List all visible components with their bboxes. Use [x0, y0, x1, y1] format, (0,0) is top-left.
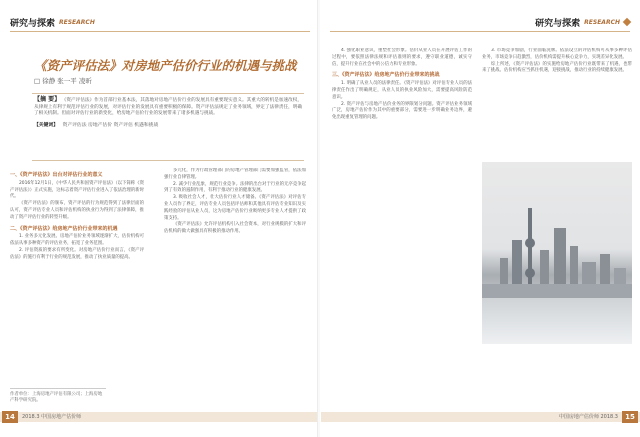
article-authors	[34, 76, 92, 85]
paragraph: 4. 强化职业意识，重塑社会形象。估价从业人员在开展评估工作的过程中，要依照法律法规和评估准则的要求，遵守职业道德，诚实守信，提升行业在社会中的公信力和专业形象。	[332, 48, 472, 67]
right-column-2	[482, 48, 632, 156]
author-note: 作者单位：上海房地产评估有限公司；上海房地产科学研究院。	[10, 388, 106, 404]
left-page	[0, 0, 318, 437]
section-heading-3: 三、《资产评估法》给房地产估价行业带来的挑战	[332, 72, 440, 79]
city-skyline-photo	[482, 162, 632, 344]
abstract-box	[32, 93, 304, 161]
abstract-text: 《资产评估法》作为首部行业基本法，其落地对房地产估价行业的发展具有重要现实意义。其重大的转机是加速改权，从律规上有利于规范评估行业的发展，对评估行业的发展具有重要积极的保障。资产评估法规定了业务领域，界定了法律责任，明确了相关机制。但面对评估行业的新变化，给房地产估价行业的发展带来了诸多机遇与挑战。	[34, 98, 302, 117]
abstract-label: 【摘 要】	[34, 96, 61, 103]
paragraph: 2. 评估资质的要求有所变化。对房地产估价行业而言，《资产评估法》的施行有利于行业的规范发展，推动了执业质量的提高。	[10, 247, 144, 260]
article-title: 《资产评估法》对房地产估价行业的机遇与挑战	[34, 58, 297, 73]
left-section-label	[10, 15, 95, 29]
paragraph: 《资产评估法》允许评估机构引入社会资本，对行业规模的扩大和评估机构的做大做强具有积极的推动作用。	[164, 222, 306, 235]
paragraph: 2. 减少行业乱象，规范行业竞争。法律的出台对于行业的无序竞争起到了有效的遏制作用，有利于推动行业的健康发展。	[164, 181, 306, 194]
left-column-2	[164, 168, 306, 404]
paragraph: 1. 业务多元化发展。房地产估价业务领域逐渐扩大，估价机构可依法从事多种资产的评估业务，拓宽了业务范围。	[10, 234, 144, 247]
paragraph: 2016年12月1日，《中华人民共和国资产评估法》（以下简称《资产评估法》）正式实施，这标志着资产评估行业进入了依法治理的新时代。	[10, 180, 144, 200]
paragraph: 3. 吸收社会人才，壮大估价行业人才储备。《资产评估法》对评估专业人员作了界定，评估专业人员包括评估师和其他具有评估专业知识及实践经验的评估从业人员，这为房地产估价行业吸纳更多专业人才提供了政策支持。	[164, 195, 306, 221]
section-diamond-icon	[623, 18, 631, 26]
right-section-english: RESEARCH	[584, 18, 620, 26]
right-page-number: 15	[622, 411, 638, 423]
paragraph: 2. 资产评估与房地产估价业务的界限划分问题。资产评估业务领域广泛，房地产估价作为其中的重要部分，需要进一步明确业务边界，避免出现重复管理的问题。	[332, 101, 472, 121]
left-page-number: 14	[2, 411, 18, 423]
right-section-label	[535, 15, 630, 29]
section-heading-1: 一、《资产评估法》出台对评估行业的意义	[10, 172, 103, 178]
left-section-title: 研究与探索	[10, 18, 56, 29]
paragraph: 3. 市场竞争加剧，行业面临洗牌。依法设立的评估机构可从事多种评估业务，市场竞争日趋激烈，估价机构需提升核心竞争力，实现差异化发展。	[482, 48, 632, 60]
authors-text: □ 徐静 张一平 凌昕	[34, 77, 92, 85]
paragraph: 《资产评估法》的颁布，资产评估的行为规范得到了法律层面的认可，资产评估专业人员和评估机构的执业行为得到了法律保障，推动了资产评估行业的转型升级。	[10, 201, 144, 220]
abstract	[34, 97, 302, 118]
keywords	[34, 121, 302, 128]
left-header-rule	[10, 31, 310, 32]
keywords-text: 资产评估法 房地产估价 资产评估 机遇和挑战	[62, 122, 159, 128]
left-column-1	[10, 168, 144, 386]
paragraph: 综上所述，《资产评估法》的实施给房地产估价行业既带来了机遇，也带来了挑战。估价机构应当抓住机遇，迎接挑战，推动行业的持续健康发展。	[482, 61, 632, 74]
right-section-title: 研究与探索	[535, 18, 581, 29]
right-footer-text: 中国房地产估价师 2018.3	[558, 414, 618, 420]
left-footer-text: 2018.3 中国房地产估价师	[22, 414, 82, 420]
paragraph: 1. 明确了从业人员的法律责任。《资产评估法》对评估专业人员的法律责任作出了明确规定，从业人员的执业风险加大，需要提高风险防范意识。	[332, 81, 472, 100]
keywords-label: 【关键词】	[34, 122, 58, 128]
section-heading-2: 二、《资产评估法》给房地产估价行业带来的机遇	[10, 225, 118, 232]
left-section-english: RESEARCH	[59, 18, 95, 26]
right-header-rule	[330, 31, 630, 32]
paragraph: 多元化，作为行政管理部门的房地产管理部门需要加强监管，依法加强行业自律管理。	[164, 168, 306, 180]
right-column-1	[332, 48, 472, 404]
